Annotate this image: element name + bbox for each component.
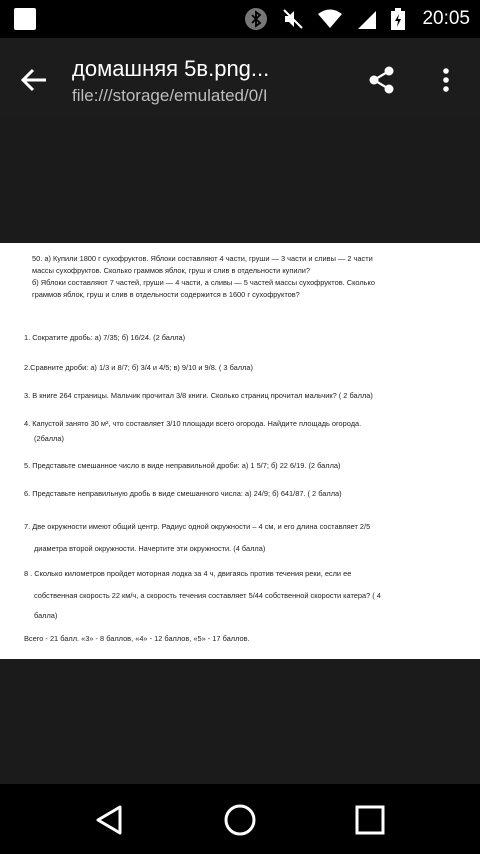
document-image[interactable] xyxy=(0,243,480,659)
file-path: file:///storage/emulated/0/I xyxy=(72,86,268,105)
nav-back-button[interactable] xyxy=(89,800,129,840)
share-button[interactable] xyxy=(362,60,402,100)
more-options-button[interactable] xyxy=(426,60,466,100)
doc-line: 3. В книге 264 страницы. Мальчик прочитал 3/8 книги. Сколько страниц прочитал мальчик? ( 2 балла) xyxy=(24,391,373,400)
back-arrow-icon xyxy=(20,66,48,94)
doc-line: 4. Капустой занято 30 м², что составляет 3/10 площади всего огорода. Найдите площадь огорода. xyxy=(24,419,362,428)
nav-recents-button[interactable] xyxy=(350,800,390,840)
mute-icon xyxy=(282,8,304,30)
doc-line: собственная скорость 22 км/ч, а скорость течения составляет 5/44 собственной скорости катера? ( 4 xyxy=(34,591,381,600)
doc-line: (2балла) xyxy=(34,434,64,443)
status-bar xyxy=(0,0,480,38)
doc-line: 6. Представьте неправильную дробь в виде смешанного числа: а) 24/9; б) 641/87. ( 2 балла) xyxy=(24,489,342,498)
doc-line: диаметра второй окружности. Начертите эти окружности. (4 балла) xyxy=(34,544,266,553)
share-icon xyxy=(367,65,397,95)
home-circle-icon xyxy=(223,803,257,837)
doc-line: б) Яблоки составляют 7 частей, груши — 4 части, а сливы — 5 частей массы сухофруктов. Сколько xyxy=(32,278,375,287)
app-bar xyxy=(0,38,480,118)
back-triangle-icon xyxy=(94,804,124,836)
doc-line: 1. Сократите дробь: а) 7/35; б) 16/24. (2 балла) xyxy=(24,333,186,342)
doc-line: 5. Представьте смешанное число в виде неправильной дроби: а) 1 5/7; б) 22 6/19. (2 балла) xyxy=(24,461,341,470)
notification-square-icon xyxy=(14,8,36,30)
recents-square-icon xyxy=(354,804,386,836)
doc-line: 7. Две окружности имеют общий центр. Радиус одной окружности – 4 см, и его длина составляет 2/5 xyxy=(24,522,371,531)
wifi-icon xyxy=(318,9,342,29)
doc-line: массы сухофруктов. Сколько граммов яблок, груш и слив в отдельности купили? xyxy=(32,266,311,275)
bluetooth-icon xyxy=(244,7,268,31)
nav-home-button[interactable] xyxy=(220,800,260,840)
page-title: домашняя 5в.png... xyxy=(72,56,270,81)
status-time: 20:05 xyxy=(422,8,470,29)
more-vert-icon xyxy=(442,67,450,93)
doc-line: 2.Сравните дроби: а) 1/3 и 8/7; б) 3/4 и 4/5; в) 9/10 и 9/8. ( 3 балла) xyxy=(24,363,253,372)
doc-line: балла) xyxy=(34,611,58,620)
doc-line: Всего - 21 балл. «3» - 8 баллов, «4» - 12 баллов, «5» - 17 баллов. xyxy=(24,634,250,643)
signal-icon xyxy=(356,9,376,29)
status-icons xyxy=(244,6,470,32)
image-viewer[interactable] xyxy=(0,118,480,784)
doc-line: граммов яблок, груш и слив в отдельности содержится в 1600 г сухофруктов? xyxy=(32,290,300,299)
doc-line: 8 . Сколько километров пройдет моторная лодка за 4 ч, двигаясь против течения реки, если ее xyxy=(24,569,352,578)
back-button[interactable] xyxy=(14,60,54,100)
doc-line: 50. а) Купили 1800 г сухофруктов. Яблоки составляют 4 части, груши — 3 части и сливы — 2 части xyxy=(32,254,373,263)
battery-icon xyxy=(390,8,406,30)
nav-bar xyxy=(0,784,480,854)
